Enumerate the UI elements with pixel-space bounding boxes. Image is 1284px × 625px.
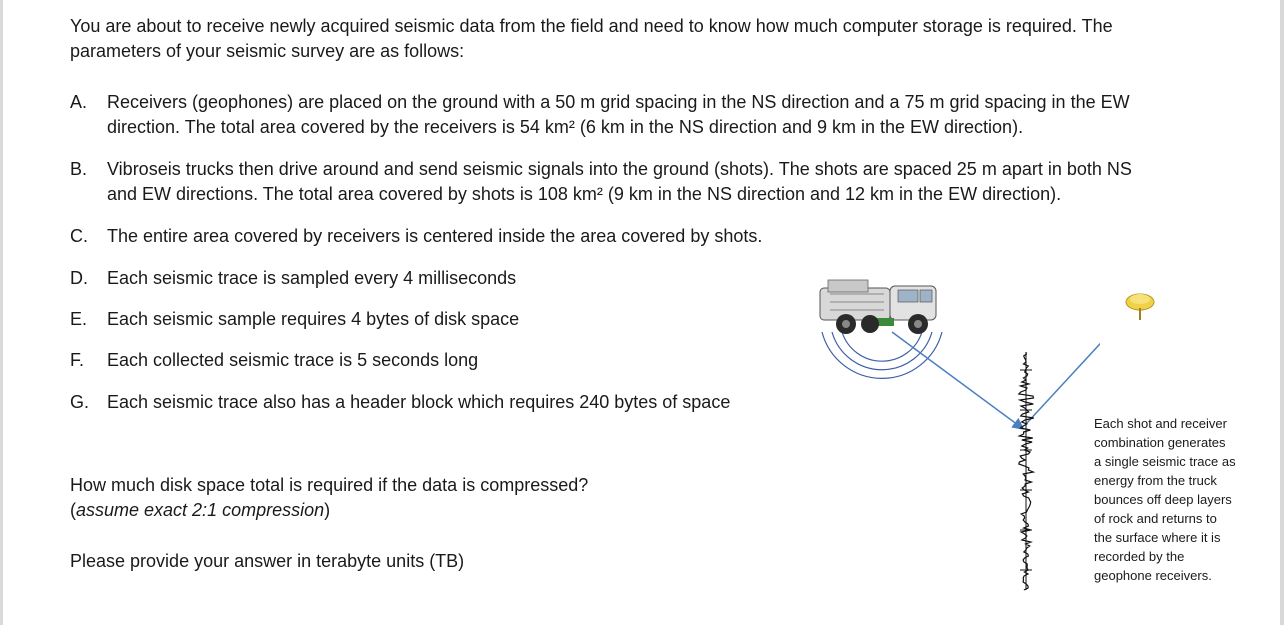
question-line-2: (assume exact 2:1 compression): [70, 500, 331, 520]
list-item-letter: C.: [70, 226, 88, 246]
list-item-text: and EW directions. The total area covered by shots is 108 km² (9 km in the NS direction and 12 km in the EW direction).: [107, 184, 1062, 204]
list-item-letter: A.: [70, 92, 88, 112]
list-item-letter: F.: [70, 350, 85, 370]
page-left-border: [0, 0, 3, 625]
list-item-letter: G.: [70, 392, 90, 412]
compression-assumption: assume exact 2:1 compression: [76, 500, 325, 520]
caption-line: recorded by the: [1094, 549, 1185, 564]
caption-line: geophone receivers.: [1094, 568, 1212, 583]
caption-line: the surface where it is: [1094, 530, 1221, 545]
vibroseis-truck-icon: [820, 280, 936, 334]
seismic-survey-illustration: [800, 260, 1100, 600]
illustration-caption: [1094, 414, 1269, 585]
list-item-letter: B.: [70, 159, 88, 179]
caption-line: of rock and returns to: [1094, 511, 1217, 526]
list-item-text: Each seismic sample requires 4 bytes of disk space: [107, 309, 520, 329]
list-item-a: [70, 90, 1220, 140]
list-item-text: direction. The total area covered by the receivers is 54 km² (6 km in the NS direction and 9 km in the EW direction).: [107, 117, 1024, 137]
seismic-trace: [1019, 352, 1034, 590]
incident-ray: [892, 332, 1022, 428]
list-item-text: Receivers (geophones) are placed on the ground with a 50 m grid spacing in the NS direction and a 75 m grid spacing in the EW: [107, 92, 1130, 112]
list-item-letter: E.: [70, 309, 88, 329]
intro-line-2: parameters of your seismic survey are as follows:: [70, 41, 465, 61]
list-item-text: Each seismic trace also has a header block which requires 240 bytes of space: [107, 392, 731, 412]
caption-line: a single seismic trace as: [1094, 454, 1236, 469]
geophone-icon: [1120, 286, 1160, 326]
list-item-text: Each seismic trace is sampled every 4 milliseconds: [107, 268, 517, 288]
caption-line: energy from the truck: [1094, 473, 1217, 488]
list-item-text: Each collected seismic trace is 5 seconds long: [107, 350, 479, 370]
list-item-letter: D.: [70, 268, 88, 288]
list-item-text: The entire area covered by receivers is centered inside the area covered by shots.: [107, 226, 763, 246]
question-block: [70, 473, 588, 523]
list-item-b: [70, 157, 1220, 207]
caption-line: combination generates: [1094, 435, 1226, 450]
page-right-border: [1280, 0, 1284, 625]
list-item-text: Vibroseis trucks then drive around and send seismic signals into the ground (shots). The shots are spaced 25 m apart in both NS: [107, 159, 1132, 179]
question-line-1: How much disk space total is required if the data is compressed?: [70, 475, 589, 495]
caption-line: bounces off deep layers: [1094, 492, 1232, 507]
intro-line-1: You are about to receive newly acquired seismic data from the field and need to know how much computer storage is required. The: [70, 16, 1113, 36]
list-item-c: [70, 224, 1220, 249]
caption-line: Each shot and receiver: [1094, 416, 1227, 431]
intro-paragraph: [70, 14, 1230, 64]
reflected-ray: [1026, 320, 1100, 424]
answer-instruction: Please provide your answer in terabyte units (TB): [70, 551, 465, 571]
